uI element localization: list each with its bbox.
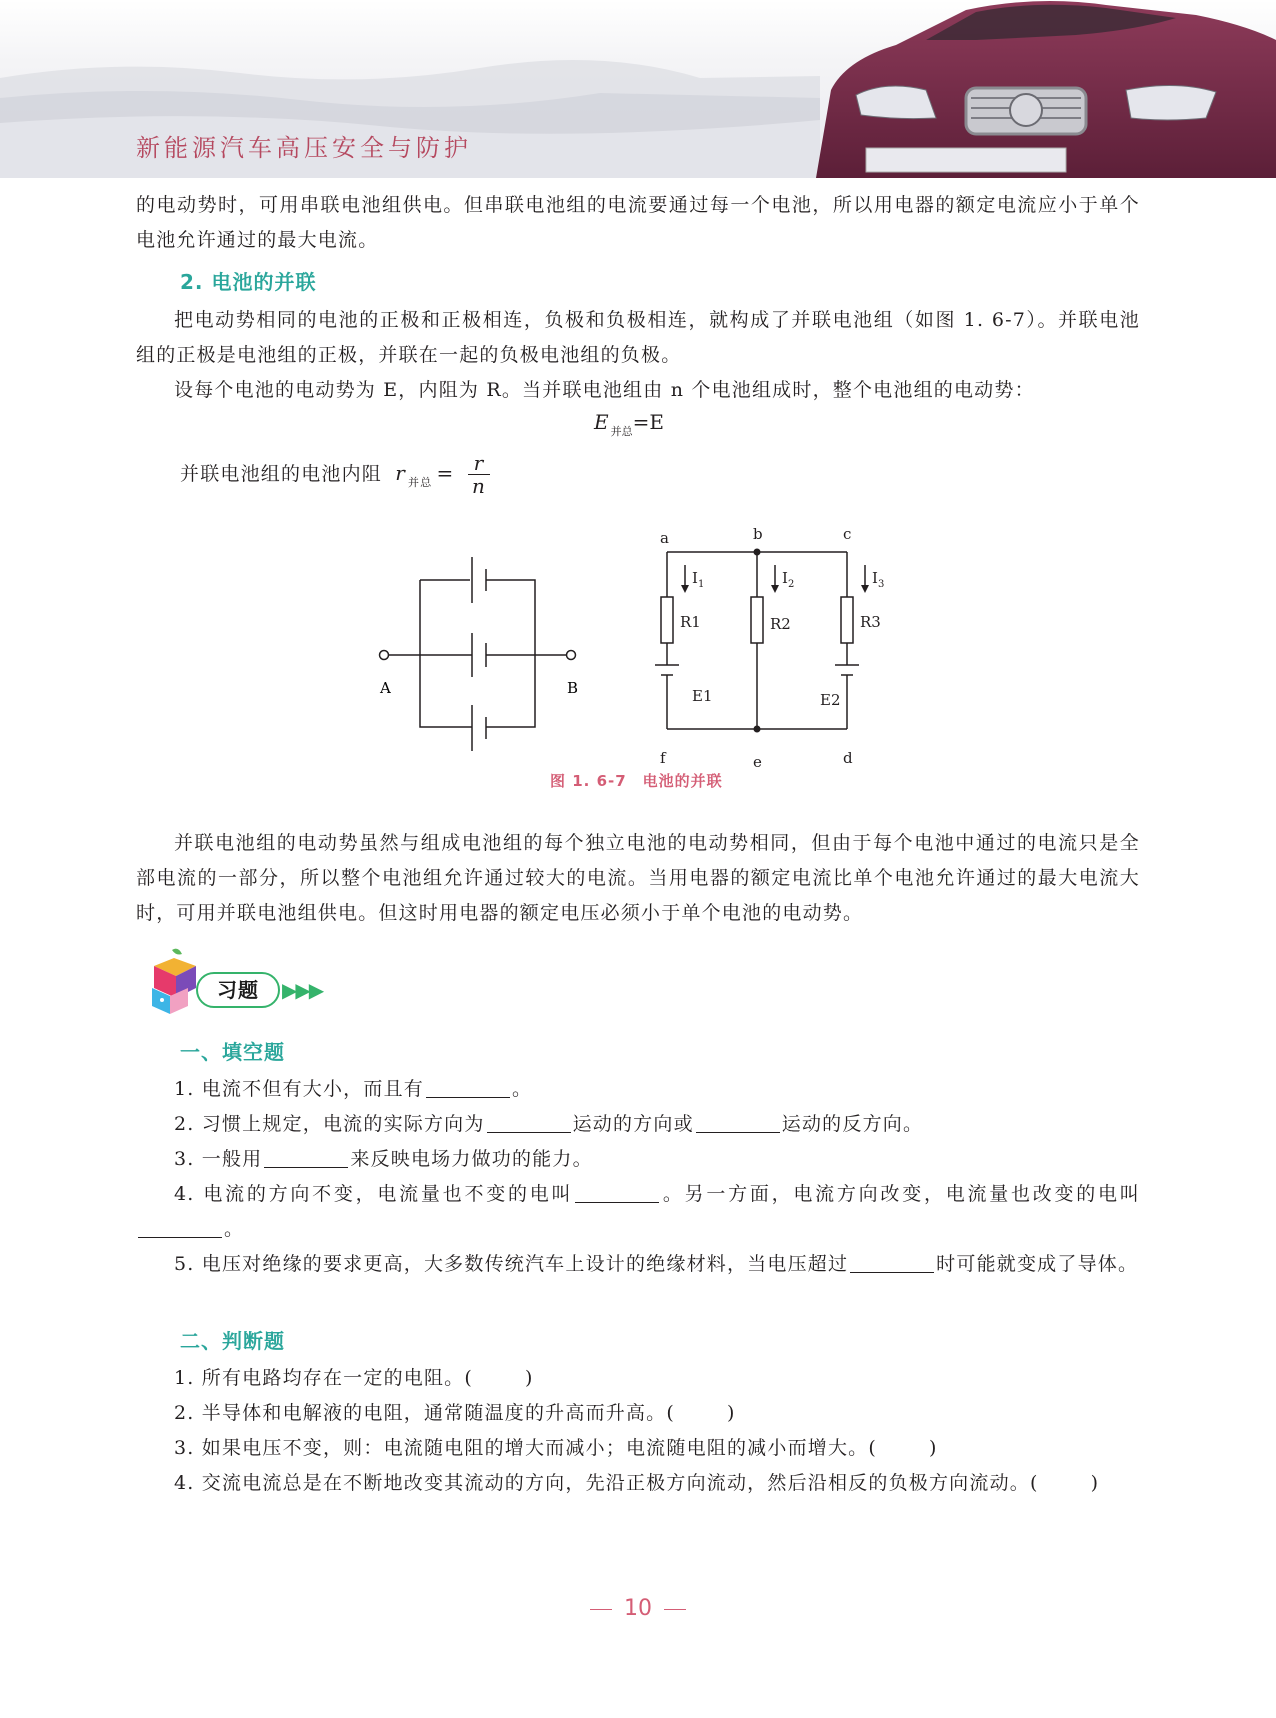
simple-parallel-circuit <box>380 557 579 751</box>
page-number-dash-left <box>590 1609 612 1610</box>
node-b-label: b <box>753 525 763 543</box>
source-e2-label: E2 <box>820 691 841 709</box>
fill-question-5: 5. 电压对绝缘的要求更高，大多数传统汽车上设计的绝缘材料，当电压超过 时可能就变成了导体。 <box>174 1253 1139 1275</box>
source-e1-label: E1 <box>692 687 713 705</box>
fill-question-3: 3. 一般用 来反映电场力做功的能力。 <box>174 1148 593 1170</box>
paragraph-parallel-explanation: 并联电池组的电动势虽然与组成电池组的每个独立电池的电动势相同，但由于每个电池中通过的电流只是全部电流的一部分，所以整个电池组允许通过较大的电流。当用电器的额定电流比单个电池允许通过的最大电流大时，可用并联电池组供电。但这时用电器的额定电压必须小于单个电池的电动势。 <box>136 832 1140 924</box>
node-c-label: c <box>843 525 852 543</box>
section-title-fill-blank: 一、填空题 <box>180 1040 285 1064</box>
paragraph-emf-setup: 设每个电池的电动势为 E，内阻为 R。当并联电池组由 n 个电池组成时，整个电池组的电动势： <box>174 379 1035 401</box>
badge-arrows-icon: ▶▶▶ <box>282 978 323 1002</box>
parallel-battery-figure <box>360 515 920 771</box>
resistor-r2-label: R2 <box>770 615 791 633</box>
terminal-a-label: A <box>380 679 391 697</box>
formula-resistance-line <box>180 452 490 500</box>
terminal-b-label: B <box>567 679 579 697</box>
fill-question-1: 1. 电流不但有大小，而且有 。 <box>174 1078 533 1100</box>
node-a-label: a <box>660 529 669 547</box>
answer-blank[interactable] <box>850 1252 934 1273</box>
paragraph-series-continuation: 的电动势时，可用串联电池组供电。但串联电池组的电流要通过每一个电池，所以用电器的额定电流应小于单个电池允许通过的最大电流。 <box>136 194 1140 251</box>
current-arrow-1 <box>681 585 689 593</box>
current-arrow-2 <box>771 585 779 593</box>
page-header-banner <box>0 0 1276 178</box>
answer-blank[interactable] <box>575 1182 659 1203</box>
exercise-badge-label: 习题 <box>196 972 280 1008</box>
exercise-badge <box>142 948 342 1018</box>
current-arrow-3 <box>861 585 869 593</box>
fill-question-4: 4. 电流的方向不变，电流量也不变的电叫 。另一方面，电流方向改变，电流量也改变的电叫。 <box>136 1177 1140 1247</box>
section-title-true-false: 二、判断题 <box>180 1329 285 1353</box>
figure-caption: 图 1. 6-7 电池的并联 <box>550 772 723 790</box>
current-i1-label: $I_1$ <box>692 569 705 590</box>
formula-emf: E $_{并总}$=E <box>594 410 664 438</box>
page-number-dash-right <box>664 1609 686 1610</box>
page-number: 10 <box>0 1596 1276 1621</box>
answer-blank[interactable] <box>138 1217 222 1238</box>
junction-dot-top <box>754 549 761 556</box>
node-d-label: d <box>843 749 853 767</box>
car-photo <box>776 0 1276 178</box>
judge-question-3: 3. 如果电压不变，则：电流随电阻的增大而减小；电流随电阻的减小而增大。( ) <box>174 1437 938 1459</box>
judge-question-1: 1. 所有电路均存在一定的电阻。( ) <box>174 1367 534 1389</box>
answer-blank[interactable] <box>696 1112 780 1133</box>
fill-question-2: 2. 习惯上规定，电流的实际方向为 运动的方向或 运动的反方向。 <box>174 1113 924 1135</box>
answer-blank[interactable] <box>426 1077 510 1098</box>
junction-dot-bottom <box>754 726 761 733</box>
answer-blank[interactable] <box>264 1147 348 1168</box>
answer-blank[interactable] <box>487 1112 571 1133</box>
node-f-label: f <box>660 749 666 767</box>
book-title: 新能源汽车高压安全与防护 <box>136 134 472 162</box>
current-i2-label: $I_2$ <box>782 569 795 590</box>
judge-question-4: 4. 交流电流总是在不断地改变其流动的方向，先沿正极方向流动，然后沿相反的负极方向流动。( ) <box>174 1472 1100 1494</box>
resistance-label: 并联电池组的电池内阻 <box>180 463 383 485</box>
formula-resistance: r $_{并总}$ = $\frac{r}{n}$ <box>395 461 490 485</box>
resistor-r3-label: R3 <box>860 613 881 631</box>
section-title-parallel: 2. 电池的并联 <box>180 270 317 294</box>
node-e-label: e <box>753 753 762 771</box>
resistor-r1-label: R1 <box>680 613 701 631</box>
judge-question-2: 2. 半导体和电解液的电阻，通常随温度的升高而升高。( ) <box>174 1402 736 1424</box>
paragraph-parallel-definition: 把电动势相同的电池的正极和正极相连，负极和负极相连，就构成了并联电池组（如图 1. 6-7）。并联电池组的正极是电池组的正极，并联在一起的负极电池组的负极。 <box>136 309 1140 366</box>
current-i3-label: $I_3$ <box>872 569 885 590</box>
